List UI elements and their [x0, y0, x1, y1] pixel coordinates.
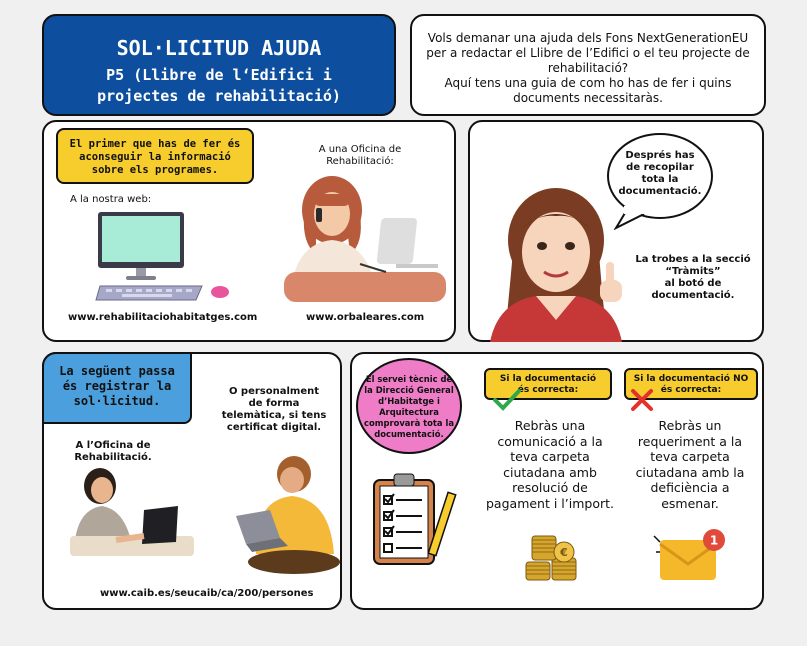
office-label-line-2: Rehabilitació:: [326, 156, 394, 167]
computer-illustration: [92, 210, 232, 302]
bubble-line-3: tota la: [641, 174, 679, 185]
ko-text-line-5: deficiència a: [650, 480, 730, 495]
online-registration-text: [214, 386, 334, 434]
circle-line-6: documentació.: [374, 429, 444, 439]
woman-phone-illustration: [276, 174, 448, 304]
circle-line-3: d’Habitatge i: [378, 396, 440, 406]
intro-box: [410, 14, 766, 116]
step-3-note-line-3: sol·licitud.: [73, 394, 161, 408]
ok-text-line-4: ciutadana amb: [503, 464, 597, 480]
online-line-3: telemàtica, si tens: [221, 410, 327, 421]
tip-line-1: La trobes a la secció: [635, 254, 751, 265]
online-line-4: certificat digital.: [226, 422, 322, 433]
woman-writing-illustration: [66, 466, 196, 556]
title-sub-1: P5 (Llibre de l‘Edifici i: [106, 66, 332, 84]
svg-text:€: €: [560, 546, 568, 559]
ok-text-line-6: pagament i l’import.: [486, 495, 614, 511]
url-orbaleares[interactable]: www.orbaleares.com: [306, 312, 425, 323]
ko-text-line-1: Rebràs un: [658, 418, 722, 433]
speech-bubble-text: [610, 150, 710, 198]
bubble-line-2: de recopilar: [626, 162, 694, 173]
url-rehabilitacio[interactable]: www.rehabilitaciohabitatges.com: [68, 312, 258, 323]
ko-tag-line-2: és correcta:: [660, 385, 722, 395]
ko-text-line-6: esmenar.: [661, 495, 719, 511]
euro-coins-icon: [522, 528, 582, 584]
step-1-note-line-1: El primer que has de fer és: [69, 138, 241, 150]
ko-tag-line-1: Si la documentació NO: [633, 374, 749, 384]
ok-text-line-5: resolució de: [512, 480, 588, 495]
intro-line-4: Aquí tens una guia de com ho has de fer i quins: [444, 76, 732, 90]
correct-doc-text: [476, 418, 624, 511]
tramits-tip: [630, 254, 756, 302]
title-banner: [42, 14, 396, 116]
ok-text-line-2: comunicació a la: [497, 433, 603, 449]
step-1-note: [56, 128, 254, 184]
intro-line-1: Vols demanar una ajuda dels Fons NextGenerationEU: [427, 31, 749, 45]
step-4-panel: [350, 352, 764, 610]
office-line-1: A l’Oficina de: [75, 440, 151, 451]
bubble-line-1: Després has: [625, 150, 695, 161]
ok-tag-line-1: Si la documentació: [499, 374, 597, 384]
title-main: SOL·LICITUD AJUDA: [116, 36, 322, 60]
office-registration-text: [58, 440, 168, 464]
step-2-panel: [468, 120, 764, 342]
web-label: A la nostra web:: [70, 194, 152, 205]
check-icon: [492, 388, 522, 412]
online-line-1: O personalment: [228, 386, 320, 397]
ok-text-line-3: teva carpeta: [510, 449, 590, 464]
office-label-line-1: A una Oficina de: [318, 144, 402, 155]
ko-text-line-2: requeriment a la: [637, 433, 743, 449]
office-label: [296, 144, 424, 168]
woman-laptop-illustration: [230, 454, 340, 574]
intro-line-3: rehabilitació?: [547, 61, 629, 75]
title-sub-2: projectes de rehabilitació): [97, 87, 341, 105]
url-caib[interactable]: www.caib.es/seucaib/ca/200/persones: [100, 588, 314, 599]
circle-line-1: El servei tècnic de: [365, 374, 453, 384]
ko-text-line-3: teva carpeta: [650, 449, 730, 464]
x-mark-icon: [630, 388, 654, 412]
office-line-2: Rehabilitació.: [74, 452, 152, 463]
envelope-notification-icon: [652, 524, 732, 588]
circle-line-4: Arquitectura: [379, 407, 439, 417]
bubble-line-4: documentació.: [618, 186, 702, 197]
pointing-finger-icon: [596, 260, 626, 304]
ok-tag-line-2: és correcta:: [517, 385, 579, 395]
step-1-note-line-3: sobre els programes.: [91, 164, 219, 176]
ko-text-line-4: ciutadana amb la: [635, 464, 745, 480]
step-3-panel: [42, 352, 342, 610]
step-1-note-line-2: aconseguir la informació: [79, 151, 231, 163]
intro-line-2: per a redactar el Llibre de l’Edifici o el teu projecte de: [426, 46, 750, 60]
step-3-note-line-1: La següent passa: [59, 364, 175, 378]
tip-line-2: “Tràmits”: [665, 266, 721, 277]
ok-text-line-1: Rebràs una: [514, 418, 586, 433]
circle-line-2: la Direcció General: [364, 385, 454, 395]
technical-service-circle: [356, 358, 462, 454]
tip-line-3: al botó de: [664, 278, 722, 289]
notification-badge: 1: [709, 533, 719, 548]
step-3-note: [42, 352, 192, 424]
step-3-note-line-2: és registrar la: [62, 379, 172, 393]
online-line-2: de forma: [248, 398, 300, 409]
intro-line-5: documents necessitaràs.: [513, 91, 663, 105]
incorrect-doc-text: [622, 418, 758, 511]
circle-line-5: comprovarà tota la: [364, 418, 454, 428]
tip-line-4: documentació.: [651, 290, 735, 301]
step-1-panel: [42, 120, 456, 342]
clipboard-checklist-icon: [368, 472, 458, 568]
